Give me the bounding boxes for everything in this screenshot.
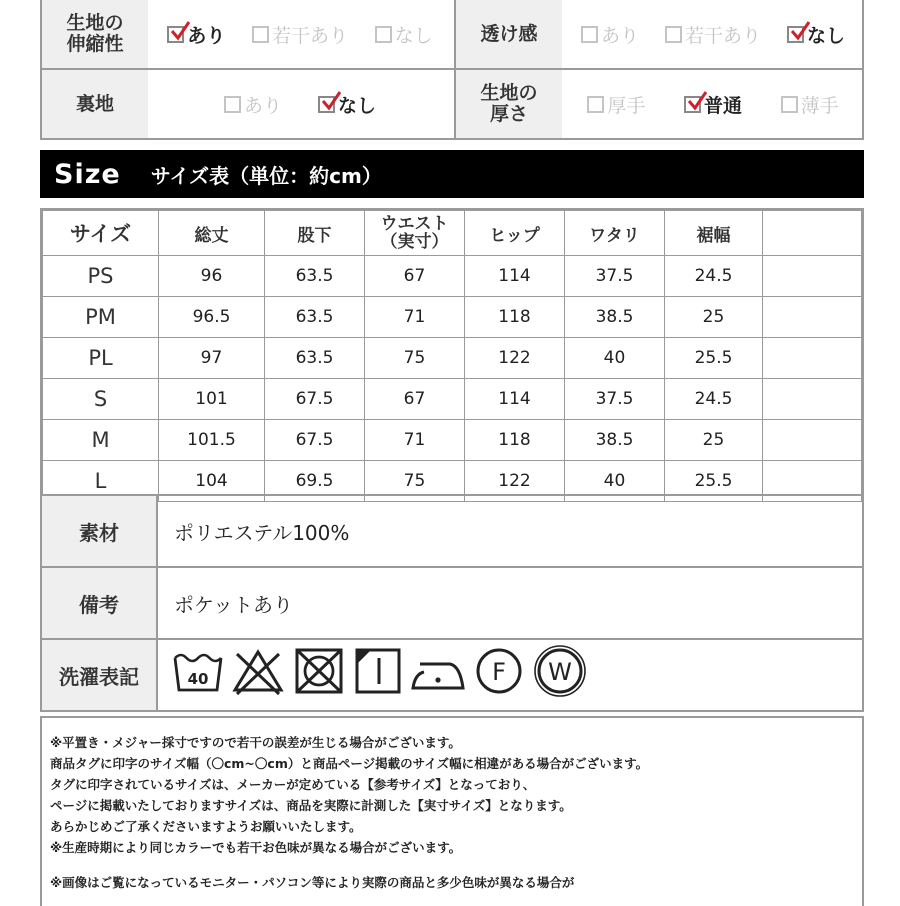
fabric-attributes [40,0,864,140]
size-value: 122 [465,338,565,379]
size-value: 40 [565,338,665,379]
wash-40-icon [172,644,224,698]
size-value: 118 [465,420,565,461]
attr-label-lining: 裏地 [42,70,148,138]
attr-label-sheer: 透け感 [456,0,562,68]
attr-row-2 [42,70,862,138]
attr-option-label: なし [806,24,845,47]
size-table-body [43,256,862,502]
attr-option-label: あり [187,24,226,47]
note-line: ※画像はご覧になっているモニター・パソコン等により実際の商品と多少色味が異なる場合が [50,875,575,890]
table-row [43,420,862,461]
dry-clean-f-icon [473,644,525,698]
attr-option [665,21,761,48]
size-value: 37.5 [565,256,665,297]
note-line: ※平置き・メジャー採寸ですので若干の誤差が生じる場合がございます。 [50,735,461,750]
remarks-row [40,568,864,640]
header-cell: 股下 [265,211,365,256]
size-value: 97 [159,338,265,379]
size-value: 96.5 [159,297,265,338]
attr-option [318,91,376,118]
note-line: ※生産時期により同じカラーでも若干お色味が異なる場合がございます。 [50,840,462,855]
attr-option-label: 厚手 [607,94,646,117]
header-corner: サイズ [43,211,159,256]
size-value [763,256,862,297]
header-cell: ヒップ [465,211,565,256]
notes-box [40,716,864,906]
size-value: 67 [365,379,465,420]
size-table-header [43,211,862,256]
attr-option [375,21,433,48]
attr-option [587,91,645,118]
material-value: ポリエステル100% [174,520,350,545]
attr-option-label: なし [338,94,377,117]
attr-option-label: 若干あり [271,24,348,47]
size-value: 71 [365,297,465,338]
size-value [763,338,862,379]
checkbox-icon [252,26,269,43]
no-tumble-dry-icon [292,644,346,698]
size-value: 104 [159,461,265,502]
size-label: M [43,420,159,461]
attr-lining [42,70,452,138]
header-cell: ウエスト （実寸） [365,211,465,256]
attr-options [148,70,452,138]
header-cell: ワタリ [565,211,665,256]
care-label: 洗濯表記 [42,640,158,710]
attr-stretch [42,0,452,68]
attr-row-1 [42,0,862,70]
size-label: S [43,379,159,420]
size-value: 114 [465,379,565,420]
attr-options [148,0,452,68]
checkbox-icon [587,96,604,113]
table-row [43,297,862,338]
attr-option [581,21,639,48]
size-value: 71 [365,420,465,461]
attr-option [787,21,845,48]
size-value: 25 [665,420,763,461]
wash-temp: 40 [187,670,209,688]
size-value: 75 [365,338,465,379]
note-line: 商品タグに印字のサイズ幅（〇cm~〇cm）と商品ページ掲載のサイズ幅に相違がある場合がございます。 [50,756,649,771]
size-value: 24.5 [665,256,763,297]
size-value: 25 [665,297,763,338]
size-value: 101.5 [159,420,265,461]
size-header-jp: サイズ表（単位：約cm） [150,163,382,188]
attr-option [684,91,742,118]
attr-label-stretch: 生地の 伸縮性 [42,0,148,68]
checked-box-icon [684,96,701,113]
low-iron-icon [410,644,466,698]
attr-option-label: 薄手 [800,94,839,117]
attr-option-label: なし [394,24,433,47]
note-line: ページに掲載いたしておりますサイズは、商品を実際に計測した【実寸サイズ】となります。 [50,798,572,813]
size-label: PM [43,297,159,338]
size-value: 38.5 [565,297,665,338]
size-label: L [43,461,159,502]
note-line: あらかじめご了承くださいますようお願いいたします。 [50,819,362,834]
attr-sheer [454,0,864,68]
checked-box-icon [318,96,335,113]
table-row [43,338,862,379]
line-dry-shade-icon [353,644,403,698]
attr-option [224,91,282,118]
attr-option-label: あり [600,24,639,47]
size-value: 67 [365,256,465,297]
checkbox-icon [375,26,392,43]
care-row [40,640,864,712]
size-value: 101 [159,379,265,420]
header-cell: 総丈 [159,211,265,256]
size-value: 63.5 [265,338,365,379]
size-value: 67.5 [265,420,365,461]
size-label: PL [43,338,159,379]
dry-clean-letter: F [492,658,506,686]
no-bleach-icon [231,644,285,698]
size-value [763,420,862,461]
size-value: 96 [159,256,265,297]
attr-option [167,21,225,48]
table-row [43,256,862,297]
checked-box-icon [167,26,184,43]
checkbox-icon [781,96,798,113]
size-value: 63.5 [265,256,365,297]
material-label: 素材 [42,496,158,566]
attr-option-label: 普通 [703,94,742,117]
size-value: 40 [565,461,665,502]
size-value: 24.5 [665,379,763,420]
size-value: 25.5 [665,338,763,379]
attr-options [562,0,864,68]
size-value: 25.5 [665,461,763,502]
attr-option [252,21,348,48]
size-value [763,297,862,338]
size-value: 38.5 [565,420,665,461]
remarks-value: ポケットあり [174,592,293,617]
checked-box-icon [787,26,804,43]
header-cell: 裾幅 [665,211,763,256]
note-line: タグに印字されているサイズは、メーカーが定めている【参考サイズ】となっており、 [50,777,536,792]
size-header-en: Size [54,158,121,190]
size-value: 37.5 [565,379,665,420]
size-value: 122 [465,461,565,502]
material-row [40,496,864,568]
size-table [40,208,864,496]
remarks-label: 備考 [42,568,158,638]
size-value: 114 [465,256,565,297]
size-value: 118 [465,297,565,338]
size-value: 69.5 [265,461,365,502]
size-value: 67.5 [265,379,365,420]
checkbox-icon [665,26,682,43]
care-icons [172,644,595,698]
wet-clean-letter: W [548,658,572,686]
checkbox-icon [224,96,241,113]
size-header-bar [40,150,864,198]
size-table-grid [42,210,862,502]
table-row [43,379,862,420]
size-value: 63.5 [265,297,365,338]
size-value [763,379,862,420]
header-cell [763,211,862,256]
checkbox-icon [581,26,598,43]
attr-option [781,91,839,118]
attr-option-label: あり [243,94,282,117]
size-value: 75 [365,461,465,502]
wet-clean-w-icon [532,644,588,698]
size-label: PS [43,256,159,297]
attr-label-thickness: 生地の 厚さ [456,70,562,138]
attr-option-label: 若干あり [684,24,761,47]
attr-thickness [454,70,864,138]
attr-options [562,70,864,138]
